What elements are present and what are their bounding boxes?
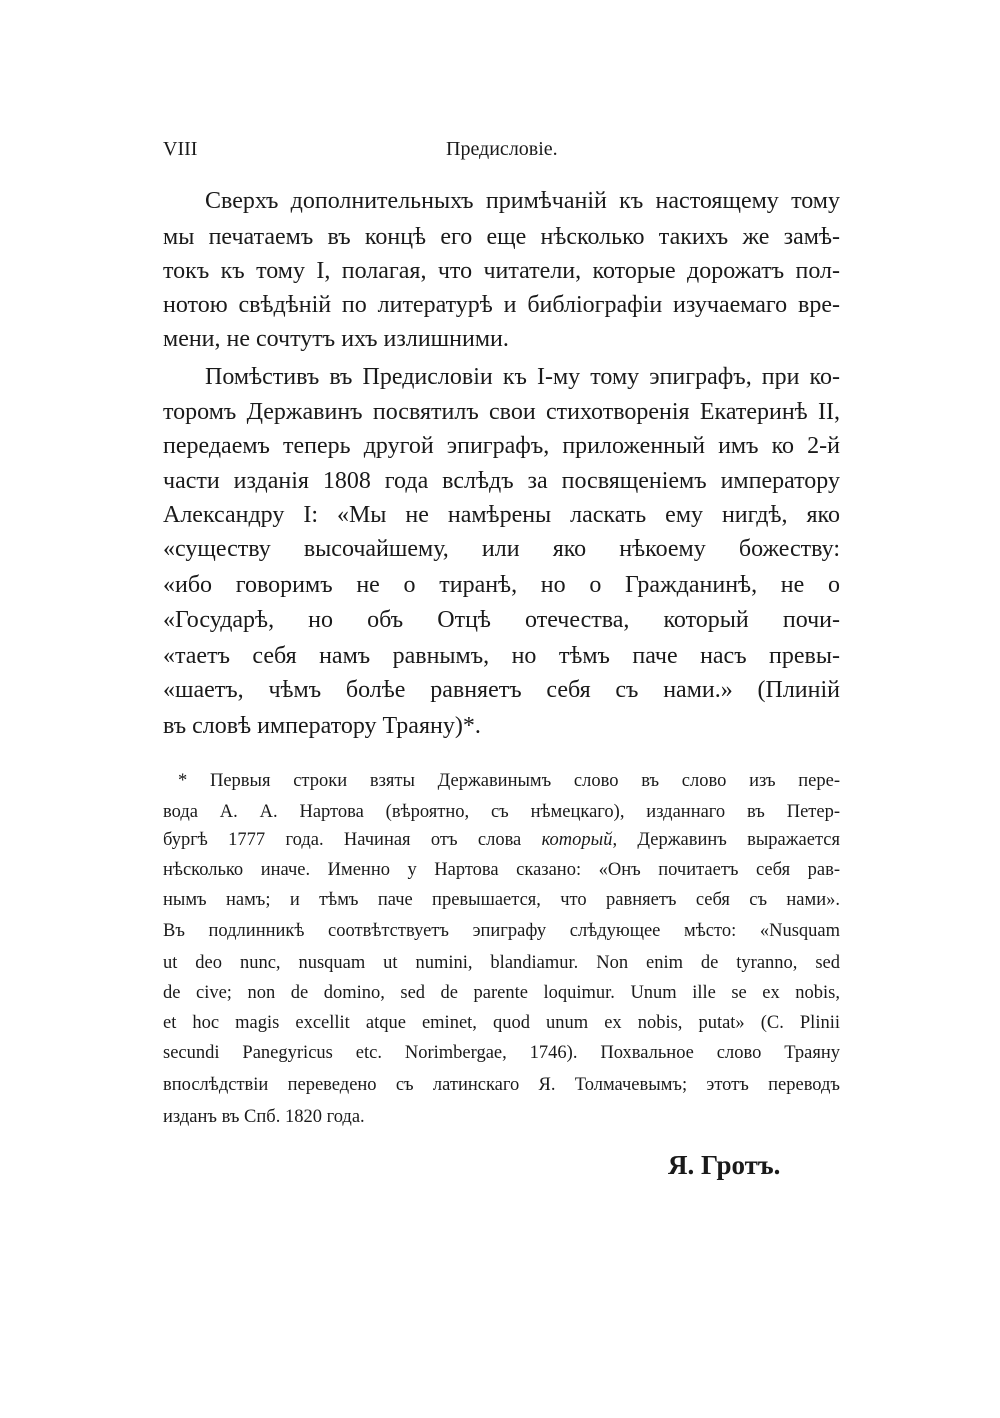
footnote-line: нѣсколько иначе. Именно у Нартова сказано: «Онъ почитаетъ себя рав-: [163, 860, 840, 880]
text-line: Сверхъ дополнительныхъ примѣчаній къ настоящему тому: [205, 188, 840, 214]
footnote-italic-word: который: [541, 830, 613, 850]
footnote-line: нымъ намъ; и тѣмъ паче превышается, что равняетъ себя съ нами».: [163, 890, 840, 910]
signature: Я. Гротъ.: [668, 1150, 781, 1180]
text-line: «таетъ себя намъ равнымъ, но тѣмъ паче насъ превы-: [163, 643, 840, 669]
text-line: «шаетъ, чѣмъ болѣе равняетъ себя съ нами.» (Плиній: [163, 677, 840, 703]
footnote-text: бургѣ 1777 года. Начиная отъ слова: [163, 830, 542, 850]
footnote-line: [163, 830, 840, 851]
footnote-line: изданъ въ Спб. 1820 года.: [163, 1107, 365, 1127]
text-line: части изданія 1808 года вслѣдъ за посвященіемъ императору: [163, 468, 840, 494]
text-line: «ибо говоримъ не о тиранѣ, но о Гражданинѣ, не о: [163, 572, 840, 598]
text-line: мени, не сочтутъ ихъ излишними.: [163, 326, 509, 352]
text-line: «существу высочайшему, или яко нѣкоему божеству:: [163, 536, 840, 562]
text-line: мы печатаемъ въ концѣ его еще нѣсколько такихъ же замѣ-: [163, 224, 840, 250]
footnote-line: secundi Panegyricus etc. Norimbergae, 1746). Похвальное слово Траяну: [163, 1043, 840, 1063]
footnote-text: , Державинъ выражается: [612, 830, 840, 850]
text-line: Помѣстивъ въ Предисловіи къ I-му тому эпиграфъ, при ко-: [205, 364, 840, 390]
text-line: передаемъ теперь другой эпиграфъ, приложенный имъ ко 2-й: [163, 433, 840, 459]
text-line: токъ къ тому I, полагая, что читатели, которые дорожатъ пол-: [163, 258, 840, 284]
text-line: въ словѣ императору Траяну)*.: [163, 713, 481, 739]
footnote-line: впослѣдствіи переведено съ латинскаго Я. Толмачевымъ; этотъ переводъ: [163, 1075, 840, 1095]
footnote-line: de cive; non de domino, sed de parente loquimur. Unum ille se ex nobis,: [163, 983, 840, 1003]
footnote-line: et hoc magis excellit atque eminet, quod unum ex nobis, putat» (C. Plinii: [163, 1013, 840, 1033]
page-number: VIII: [163, 138, 198, 160]
footnote-line: вода А. А. Нартова (вѣроятно, съ нѣмецкаго), изданнаго въ Петер-: [163, 802, 840, 822]
footnote-line: Въ подлинникѣ соотвѣтствуетъ эпиграфу слѣдующее мѣсто: «Nusquam: [163, 921, 840, 941]
text-line: торомъ Державинъ посвятилъ свои стихотворенія Екатеринѣ II,: [163, 399, 840, 425]
footnote-line: * Первыя строки взяты Державинымъ слово въ слово изъ пере-: [178, 771, 840, 791]
running-title: Предисловіе.: [446, 138, 558, 160]
footnote-line: ut deo nunc, nusquam ut numini, blandiamur. Non enim de tyranno, sed: [163, 953, 840, 973]
text-line: Александру I: «Мы не намѣрены ласкать ему нигдѣ, яко: [163, 502, 840, 528]
text-line: «Государѣ, но объ Отцѣ отечества, который почи-: [163, 607, 840, 633]
text-line: нотою свѣдѣній по литературѣ и библіографіи изучаемаго вре-: [163, 292, 840, 318]
